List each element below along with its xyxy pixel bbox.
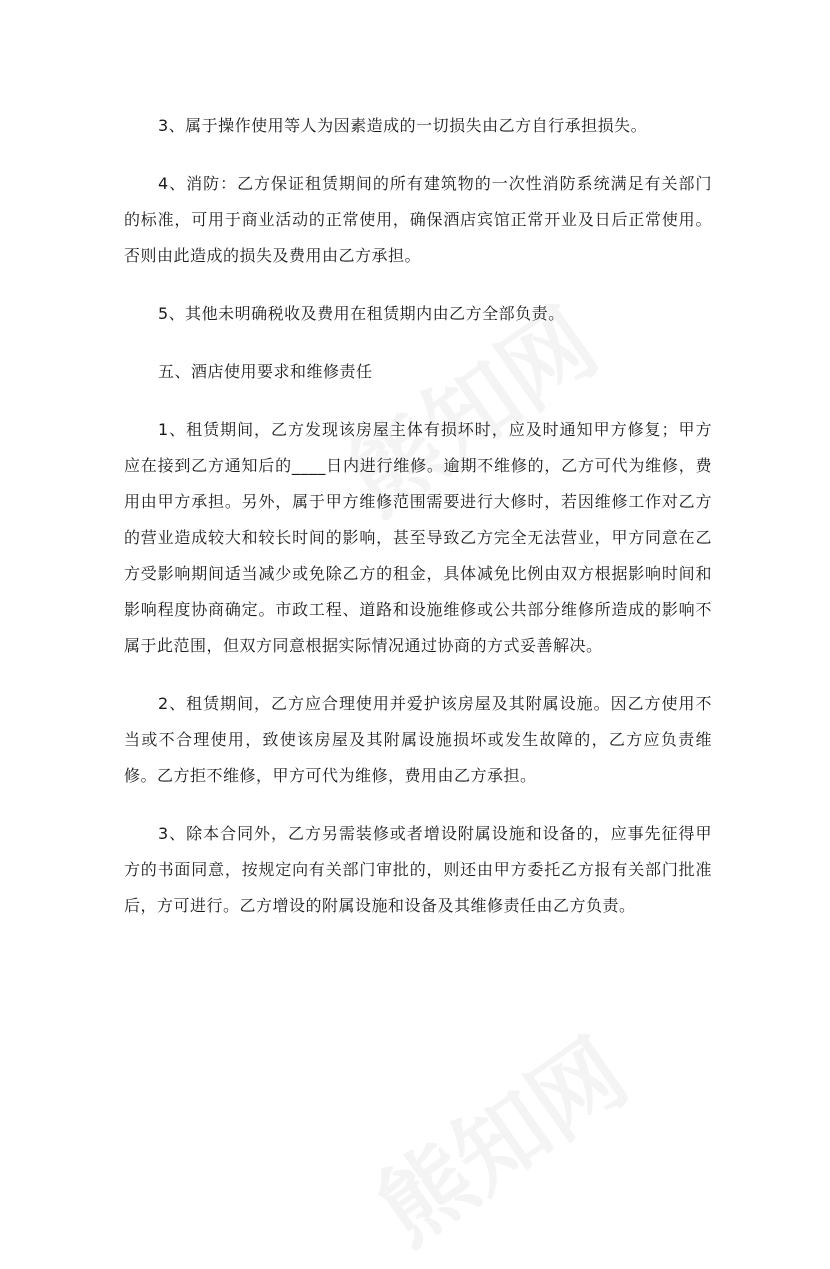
clause-2-proper-use: 2、租赁期间，乙方应合理使用并爱护该房屋及其附属设施。因乙方使用不当或不合理使用，致使该房屋及其附属设施损坏或发生故障的，乙方应负责维修。乙方拒不维修，甲方可代为维修，费用由乙方承担。 bbox=[124, 694, 712, 785]
clause-5-taxes-fees: 5、其他未明确税收及费用在租赁期内由乙方全部负责。 bbox=[158, 304, 565, 323]
clause-1-maintenance-during-lease: 1、租赁期间，乙方发现该房屋主体有损坏时，应及时通知甲方修复；甲方应在接到乙方通知后的____日内进行维修。逾期不维修的，乙方可代为维修，费用由甲方承担。另外，属于甲方维修范围需要进行大修时，若因维修工作对乙方的营业造成较大和较长时间的影响，甚至导致乙方完全无法营业，甲方同意在乙方受影响期间适当减少或免除乙方的租金，具体减免比例由双方根据影响时间和影响程度协商确定。市政工程、道路和设施维修或公共部分维修所造成的影响不属于此范围，但双方同意根据实际情况通过协商的方式妥善解决。 bbox=[124, 420, 712, 655]
clause-3-renovation: 3、除本合同外，乙方另需装修或者增设附属设施和设备的，应事先征得甲方的书面同意，按规定向有关部门审批的，则还由甲方委托乙方报有关部门批准后，方可进行。乙方增设的附属设施和设备及其维修责任由乙方负责。 bbox=[124, 824, 712, 915]
section-heading-hotel-use-maintenance: 五、酒店使用要求和维修责任 bbox=[158, 362, 373, 381]
clause-3-operation-loss: 3、属于操作使用等人为因素造成的一切损失由乙方自行承担损失。 bbox=[158, 116, 648, 135]
clause-4-fire-protection: 4、消防：乙方保证租赁期间的所有建筑物的一次性消防系统满足有关部门的标准，可用于商业活动的正常使用，确保酒店宾馆正常开业及日后正常使用。否则由此造成的损失及费用由乙方承担。 bbox=[124, 174, 712, 265]
watermark-logo bbox=[347, 1003, 649, 1269]
document-body bbox=[124, 108, 712, 946]
